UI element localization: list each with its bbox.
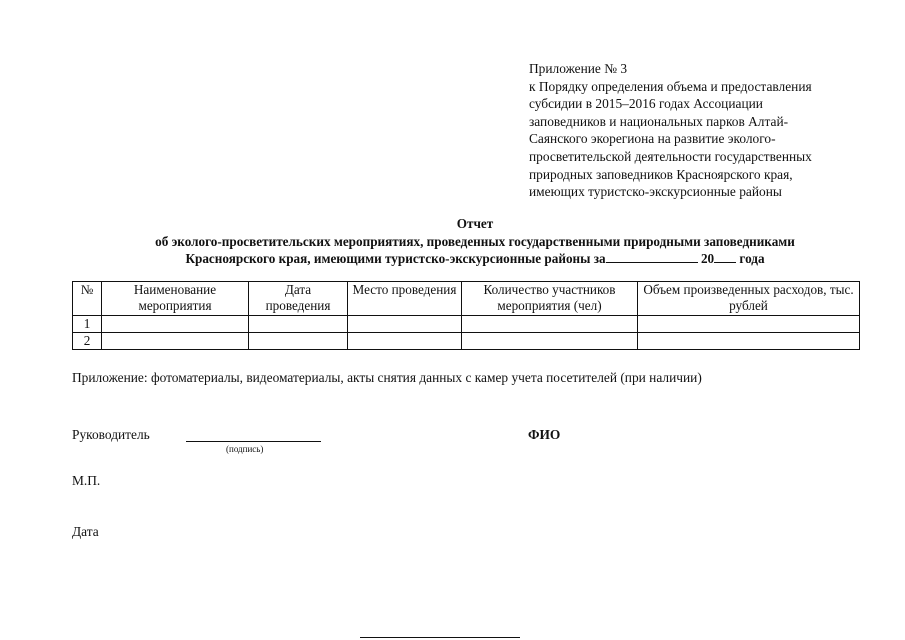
report-subtitle-line2	[40, 250, 905, 268]
header-expenses: Объем произведенных расходов, тыс. рублей	[638, 282, 860, 316]
cell-place[interactable]	[348, 316, 462, 333]
report-year-suffix: года	[739, 251, 765, 266]
annex-note: Приложение: фотоматериалы, видеоматериалы, акты снятия данных с камер учета посетителей (при наличии)	[72, 370, 702, 385]
signature-caption: (подпись)	[226, 444, 264, 454]
cell-place[interactable]	[348, 333, 462, 350]
fio-label: ФИО	[528, 427, 561, 442]
report-title: Отчет	[456, 216, 494, 231]
header-date: Дата проведения	[249, 282, 348, 316]
report-period-prefix: Красноярского края, имеющими туристско-экскурсионные районы за	[185, 251, 606, 266]
header-name: Наименование мероприятия	[102, 282, 249, 316]
cell-participants[interactable]	[462, 333, 638, 350]
table-row	[73, 333, 860, 350]
table-row	[73, 316, 860, 333]
cell-expenses[interactable]	[638, 333, 860, 350]
cell-date[interactable]	[249, 333, 348, 350]
appendix-line: природных заповедников Красноярского края,	[529, 166, 793, 182]
appendix-line: заповедников и национальных парков Алтай-	[529, 113, 789, 129]
cell-participants[interactable]	[462, 316, 638, 333]
report-table	[72, 281, 860, 350]
year-blank[interactable]	[714, 250, 736, 263]
signature-label: Руководитель	[72, 427, 150, 442]
header-num: №	[73, 282, 102, 316]
cell-date[interactable]	[249, 316, 348, 333]
row-num: 2	[73, 333, 102, 350]
cell-name[interactable]	[102, 316, 249, 333]
appendix-block	[529, 60, 869, 201]
cell-name[interactable]	[102, 333, 249, 350]
report-heading	[40, 215, 905, 268]
signature-line[interactable]	[186, 441, 321, 442]
stamp-label: М.П.	[72, 473, 101, 488]
report-subtitle-line1: об эколого-просветительских мероприятиях, проведенных государственными природными заповедниками	[155, 233, 795, 249]
appendix-line: к Порядку определения объема и предоставления	[529, 78, 812, 94]
table-header-row	[73, 282, 860, 316]
header-participants: Количество участников мероприятия (чел)	[462, 282, 638, 316]
cell-expenses[interactable]	[638, 316, 860, 333]
header-place: Место проведения	[348, 282, 462, 316]
footer-divider	[360, 637, 520, 638]
period-blank[interactable]	[606, 250, 698, 263]
appendix-title: Приложение № 3	[529, 61, 628, 76]
row-num: 1	[73, 316, 102, 333]
report-year-prefix: 20	[700, 251, 715, 266]
date-label: Дата	[72, 524, 99, 539]
appendix-line: просветительской деятельности государственных	[529, 148, 812, 164]
appendix-line: имеющих туристско-экскурсионные районы	[529, 184, 782, 200]
appendix-line: субсидии в 2015–2016 годах Ассоциации	[529, 96, 763, 112]
appendix-line: Саянского экорегиона на развитие эколого-	[529, 131, 776, 147]
